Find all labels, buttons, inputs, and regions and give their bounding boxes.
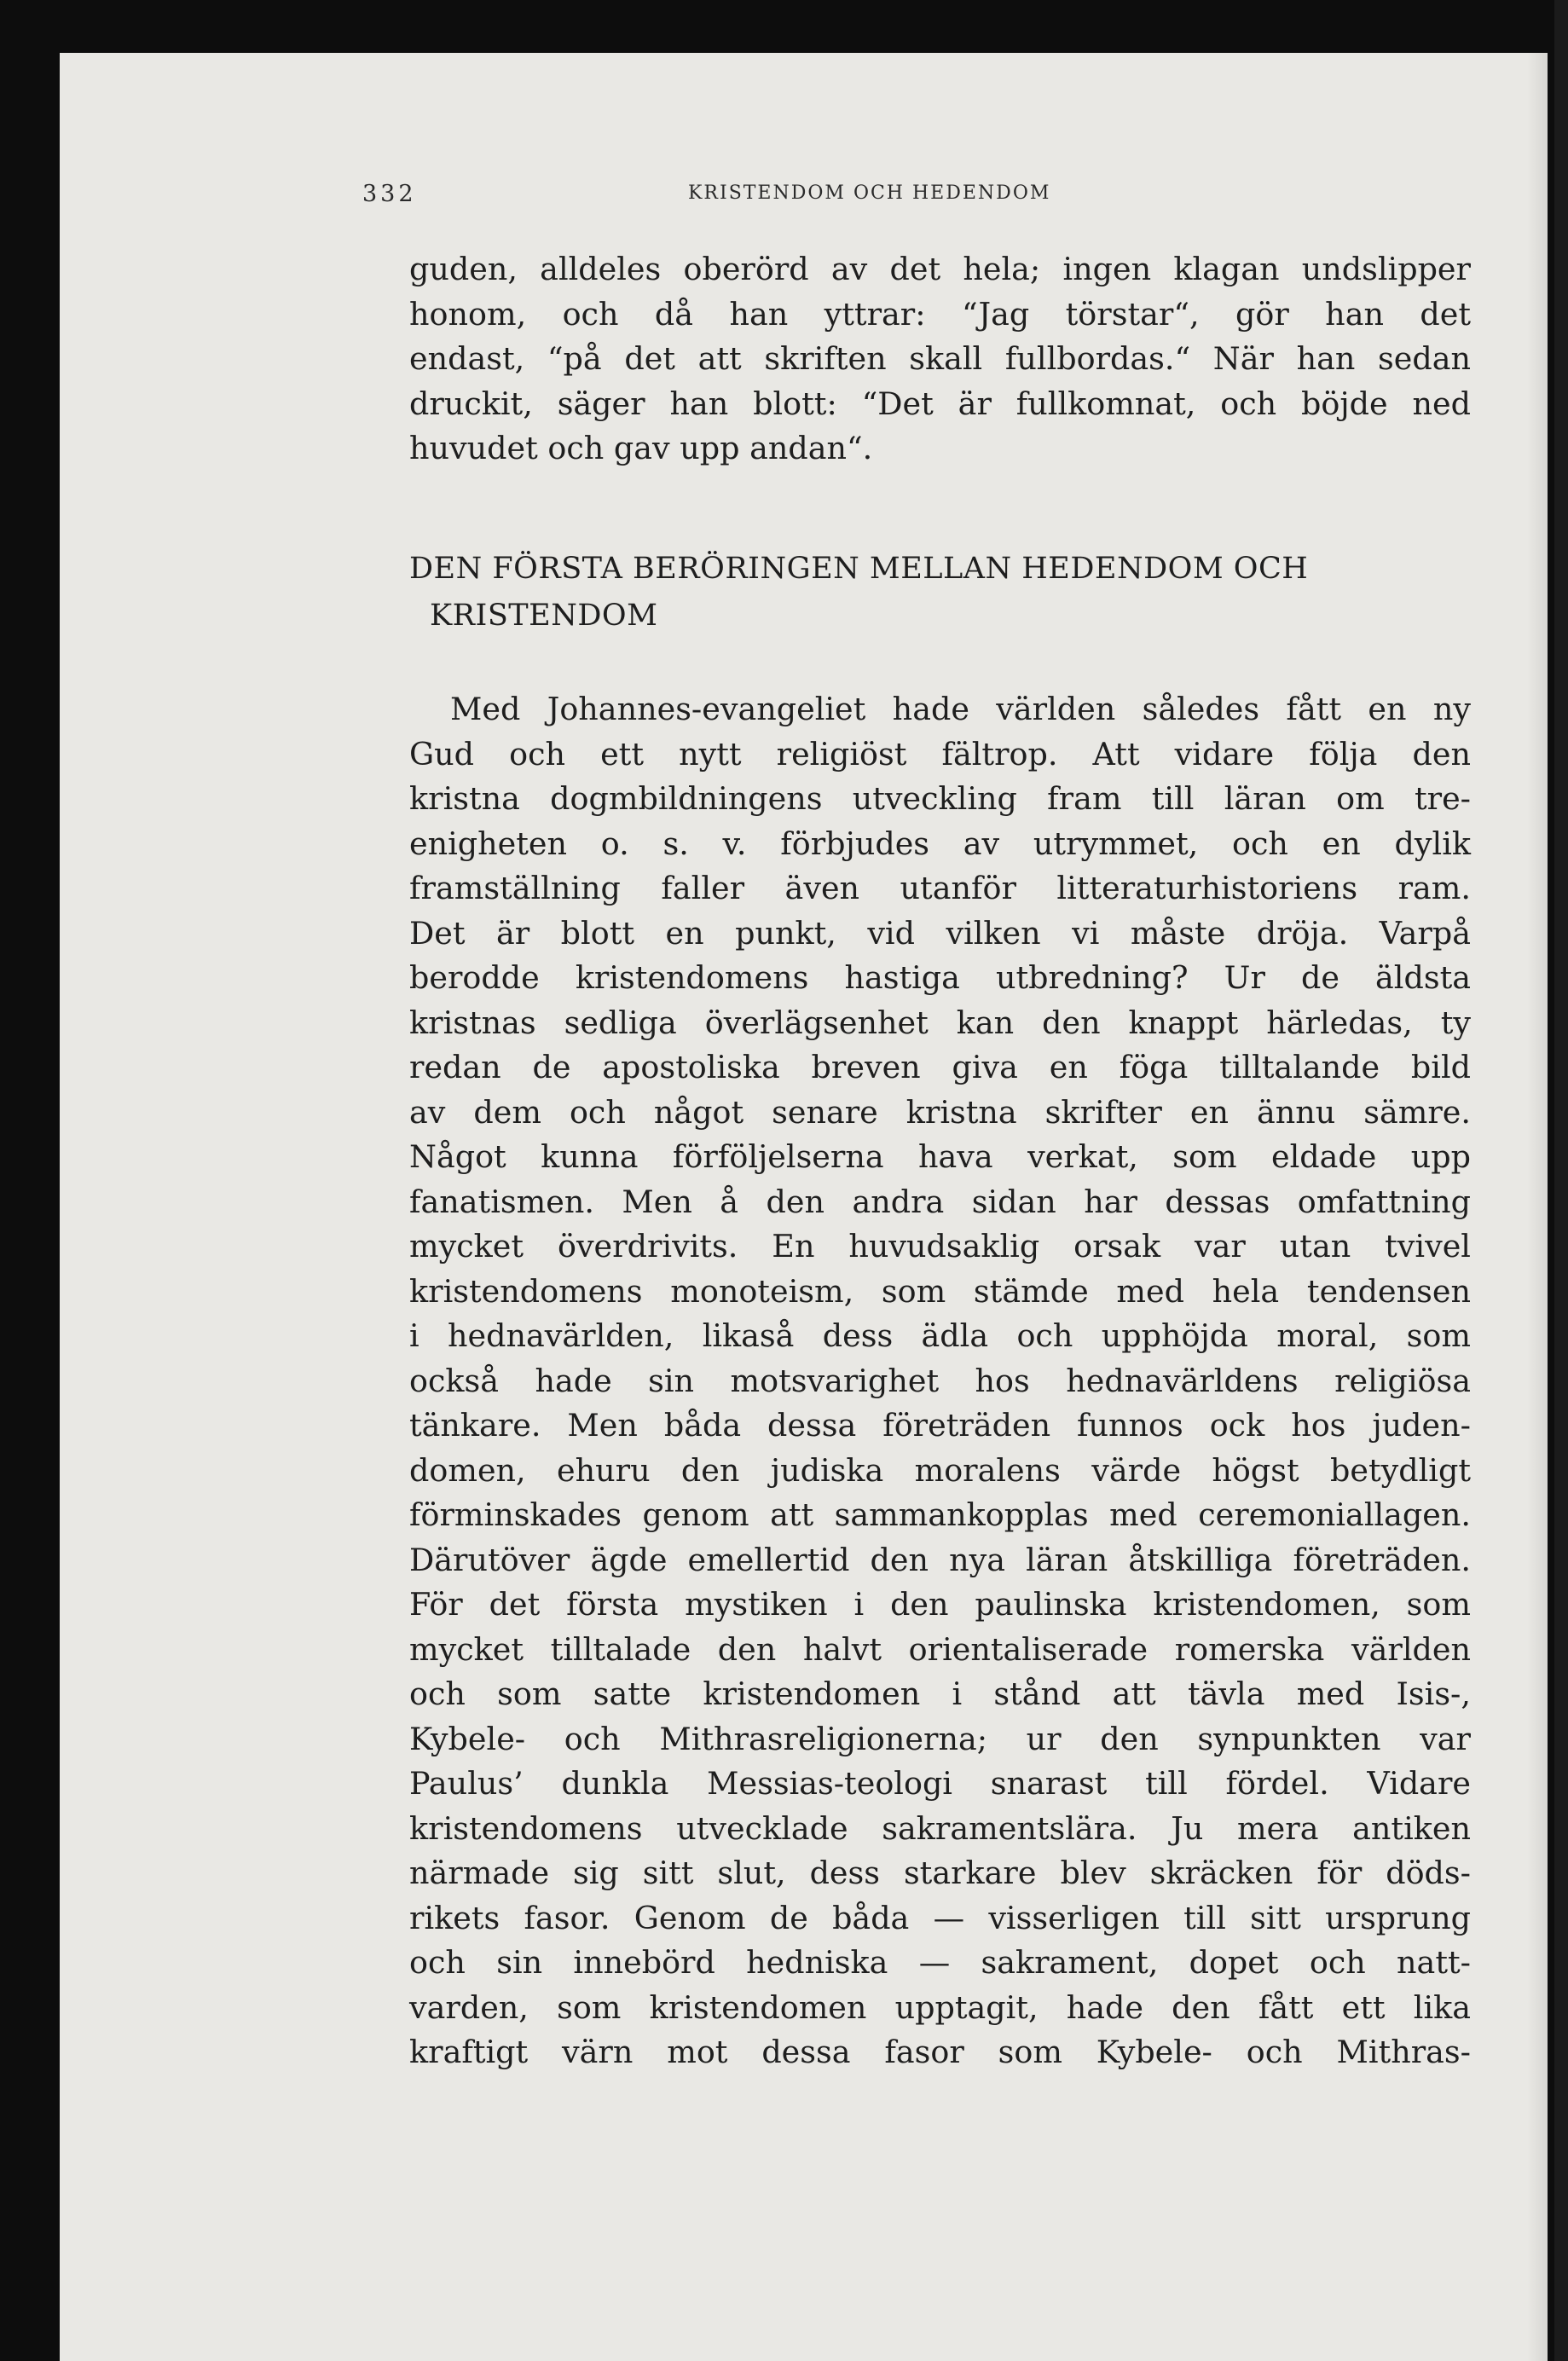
text-line: Paulus’ dunkla Messias-teologi snarast till fördel. Vidare bbox=[409, 1765, 1471, 1802]
text-line: framställning faller även utanför litteraturhistoriens ram. bbox=[409, 870, 1471, 906]
text-line: närmade sig sitt slut, dess starkare blev skräcken för döds- bbox=[409, 1855, 1471, 1891]
text-line: och som satte kristendomen i stånd att tävla med Isis-, bbox=[409, 1675, 1471, 1712]
text-line: också hade sin motsvarighet hos hednavärldens religiösa bbox=[409, 1362, 1471, 1399]
text-line: fanatismen. Men å den andra sidan har dessas omfattning bbox=[409, 1183, 1471, 1220]
text-line: kristnas sedliga överlägsenhet kan den knappt härledas, ty bbox=[409, 1004, 1471, 1041]
paragraph-2 bbox=[409, 687, 1471, 2075]
paragraph-1 bbox=[409, 247, 1471, 472]
text-line: honom, och då han yttrar: “Jag törstar“, gör han det bbox=[409, 295, 1471, 333]
text-line: Något kunna förföljelserna hava verkat, som eldade upp bbox=[409, 1138, 1471, 1175]
section-heading bbox=[409, 546, 1475, 639]
text-line: av dem och något senare kristna skrifter en ännu sämre. bbox=[409, 1093, 1471, 1131]
running-title: KRISTENDOM OCH HEDENDOM bbox=[688, 182, 1051, 204]
text-line: Gud och ett nytt religiöst fältrop. Att vidare följa den bbox=[409, 735, 1471, 773]
text-line: huvudet och gav upp andan“. bbox=[409, 430, 873, 466]
text-line: endast, “på det att skriften skall fullbordas.“ När han sedan bbox=[409, 340, 1471, 377]
section-heading-line-1: DEN FÖRSTA BERÖRINGEN MELLAN HEDENDOM OCH bbox=[409, 552, 1309, 586]
text-line: mycket tilltalade den halvt orientaliserade romerska världen bbox=[409, 1630, 1471, 1668]
scan-border bbox=[1554, 0, 1568, 2361]
text-line: kraftigt värn mot dessa fasor som Kybele- och Mithras- bbox=[409, 2034, 1471, 2070]
text-line: kristendomens monoteism, som stämde med hela tendensen bbox=[409, 1272, 1471, 1310]
text-line: förminskades genom att sammankopplas med ceremoniallagen. bbox=[409, 1496, 1471, 1533]
section-heading-line-2: KRISTENDOM bbox=[430, 599, 658, 633]
text-line: tänkare. Men båda dessa företräden funnos ock hos juden- bbox=[409, 1407, 1471, 1444]
text-line: Kybele- och Mithrasreligionerna; ur den synpunkten var bbox=[409, 1720, 1471, 1757]
text-line: varden, som kristendomen upptagit, hade den fått ett lika bbox=[409, 1988, 1471, 2026]
text-line: guden, alldeles oberörd av det hela; ingen klagan undslipper bbox=[409, 251, 1471, 287]
text-line: kristendomens utvecklade sakramentslära. Ju mera antiken bbox=[409, 1809, 1471, 1847]
text-line: rikets fasor. Genom de båda — visserligen till sitt ursprung bbox=[409, 1899, 1471, 1936]
text-line: Det är blott en punkt, vid vilken vi måste dröja. Varpå bbox=[409, 914, 1471, 952]
text-line: Med Johannes-evangeliet hade världen således fått en ny bbox=[450, 691, 1471, 727]
text-line: domen, ehuru den judiska moralens värde högst betydligt bbox=[409, 1451, 1471, 1489]
text-line: mycket överdrivits. En huvudsaklig orsak var utan tvivel bbox=[409, 1228, 1471, 1264]
page-number: 332 bbox=[362, 181, 417, 207]
page-header bbox=[362, 181, 1471, 215]
text-line: berodde kristendomens hastiga utbredning? Ur de äldsta bbox=[409, 959, 1471, 996]
text-line: redan de apostoliska breven giva en föga tilltalande bild bbox=[409, 1049, 1471, 1085]
text-line: druckit, säger han blott: “Det är fullkomnat, och böjde ned bbox=[409, 385, 1471, 422]
text-line: och sin innebörd hedniska — sakrament, dopet och natt- bbox=[409, 1944, 1471, 1981]
text-line: kristna dogmbildningens utveckling fram till läran om tre- bbox=[409, 780, 1471, 817]
text-line: i hednavärlden, likaså dess ädla och upphöjda moral, som bbox=[409, 1317, 1471, 1354]
text-line: Därutöver ägde emellertid den nya läran åtskilliga företräden. bbox=[409, 1541, 1471, 1578]
text-line: enigheten o. s. v. förbjudes av utrymmet, och en dylik bbox=[409, 825, 1471, 862]
text-line: För det första mystiken i den paulinska kristendomen, som bbox=[409, 1586, 1471, 1623]
